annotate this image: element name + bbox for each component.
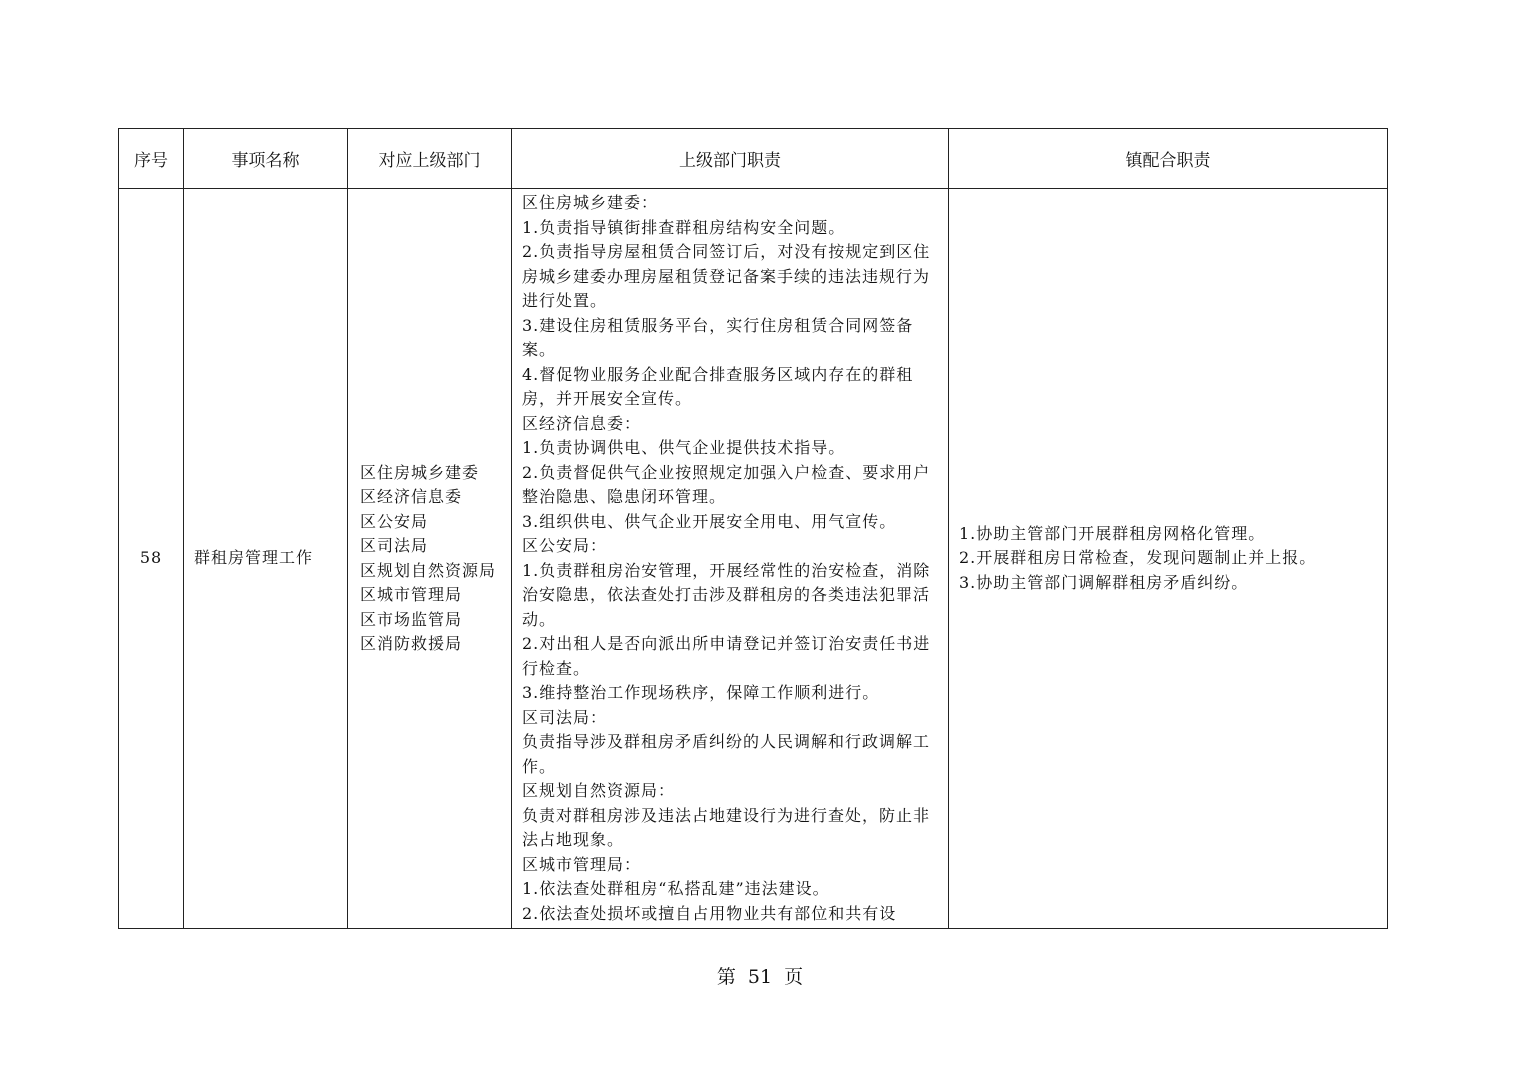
duty-line: 负责指导涉及群租房矛盾纠纷的人民调解和行政调解工作。: [522, 732, 931, 776]
header-seq: 序号: [119, 129, 184, 189]
duty-line: 区公安局：: [522, 536, 608, 555]
duty-line: 2.依法查处损坏或擅自占用物业共有部位和共有设: [522, 903, 897, 923]
duty-line: 4.督促物业服务企业配合排查服务区域内存在的群租房，并开展安全宣传。: [522, 364, 914, 408]
table-header-row: [119, 129, 1388, 189]
department-item: 区城市管理局: [360, 585, 463, 604]
duty-line: 2.对出租人是否向派出所申请登记并签订治安责任书进行检查。: [522, 634, 931, 678]
duty-line: 3.组织供电、供气企业开展安全用电、用气宣传。: [522, 511, 897, 531]
page-number: 51: [747, 966, 773, 988]
department-item: 区经济信息委: [360, 487, 463, 506]
duty-line: 2.负责指导房屋租赁合同签订后，对没有按规定到区住房城乡建委办理房屋租赁登记备案手续的违法违规行为进行处置。: [522, 242, 931, 310]
department-item: 区市场监管局: [360, 609, 463, 629]
page-suffix: 页: [784, 966, 804, 988]
department-item: 区住房城乡建委: [360, 462, 480, 482]
duty-line: 区经济信息委：: [522, 413, 642, 433]
duty-line: 区司法局：: [522, 707, 608, 727]
department-item: 区公安局: [360, 511, 429, 531]
town-duty-line: 3.协助主管部门调解群租房矛盾纠纷。: [959, 572, 1249, 592]
responsibility-table: [118, 128, 1388, 929]
duty-line: 1.负责协调供电、供气企业提供技术指导。: [522, 438, 846, 457]
page-footer: [0, 962, 1520, 989]
header-department-duties: 上级部门职责: [512, 129, 949, 189]
duty-line: 1.负责指导镇街排查群租房结构安全问题。: [522, 217, 846, 237]
duty-line: 区城市管理局：: [522, 854, 642, 874]
cell-department-duties: [512, 189, 949, 929]
duty-line: 3.维持整治工作现场秩序，保障工作顺利进行。: [522, 683, 880, 702]
duty-line: 负责对群租房涉及违法占地建设行为进行查处，防止非法占地现象。: [522, 805, 931, 849]
cell-seq: 58: [119, 189, 184, 929]
duty-line: 区住房城乡建委：: [522, 193, 659, 212]
department-item: 区规划自然资源局: [360, 560, 497, 580]
table-row: [119, 189, 1388, 929]
department-item: 区消防救援局: [360, 634, 463, 653]
header-town-duties: 镇配合职责: [949, 129, 1388, 189]
duties-text-block: [522, 191, 940, 926]
header-item-name: 事项名称: [184, 129, 348, 189]
header-departments: 对应上级部门: [348, 129, 512, 189]
cell-item-name: 群租房管理工作: [184, 189, 348, 929]
page-prefix: 第: [716, 966, 736, 988]
cell-town-duties: [949, 189, 1388, 929]
town-duty-line: 2.开展群租房日常检查，发现问题制止并上报。: [959, 548, 1317, 568]
duty-line: 2.负责督促供气企业按照规定加强入户检查、要求用户整治隐患、隐患闭环管理。: [522, 462, 931, 506]
department-item: 区司法局: [360, 536, 429, 555]
duty-line: 1.依法查处群租房“私搭乱建”违法建设。: [522, 879, 830, 898]
duty-line: 1.负责群租房治安管理，开展经常性的治安检查，消除治安隐患，依法查处打击涉及群租房的各类违法犯罪活动。: [522, 560, 931, 629]
cell-departments: [348, 189, 512, 929]
town-duty-line: 1.协助主管部门开展群租房网格化管理。: [959, 523, 1266, 543]
duty-line: 3.建设住房租赁服务平台，实行住房租赁合同网签备案。: [522, 315, 914, 359]
duty-line: 区规划自然资源局：: [522, 781, 676, 800]
